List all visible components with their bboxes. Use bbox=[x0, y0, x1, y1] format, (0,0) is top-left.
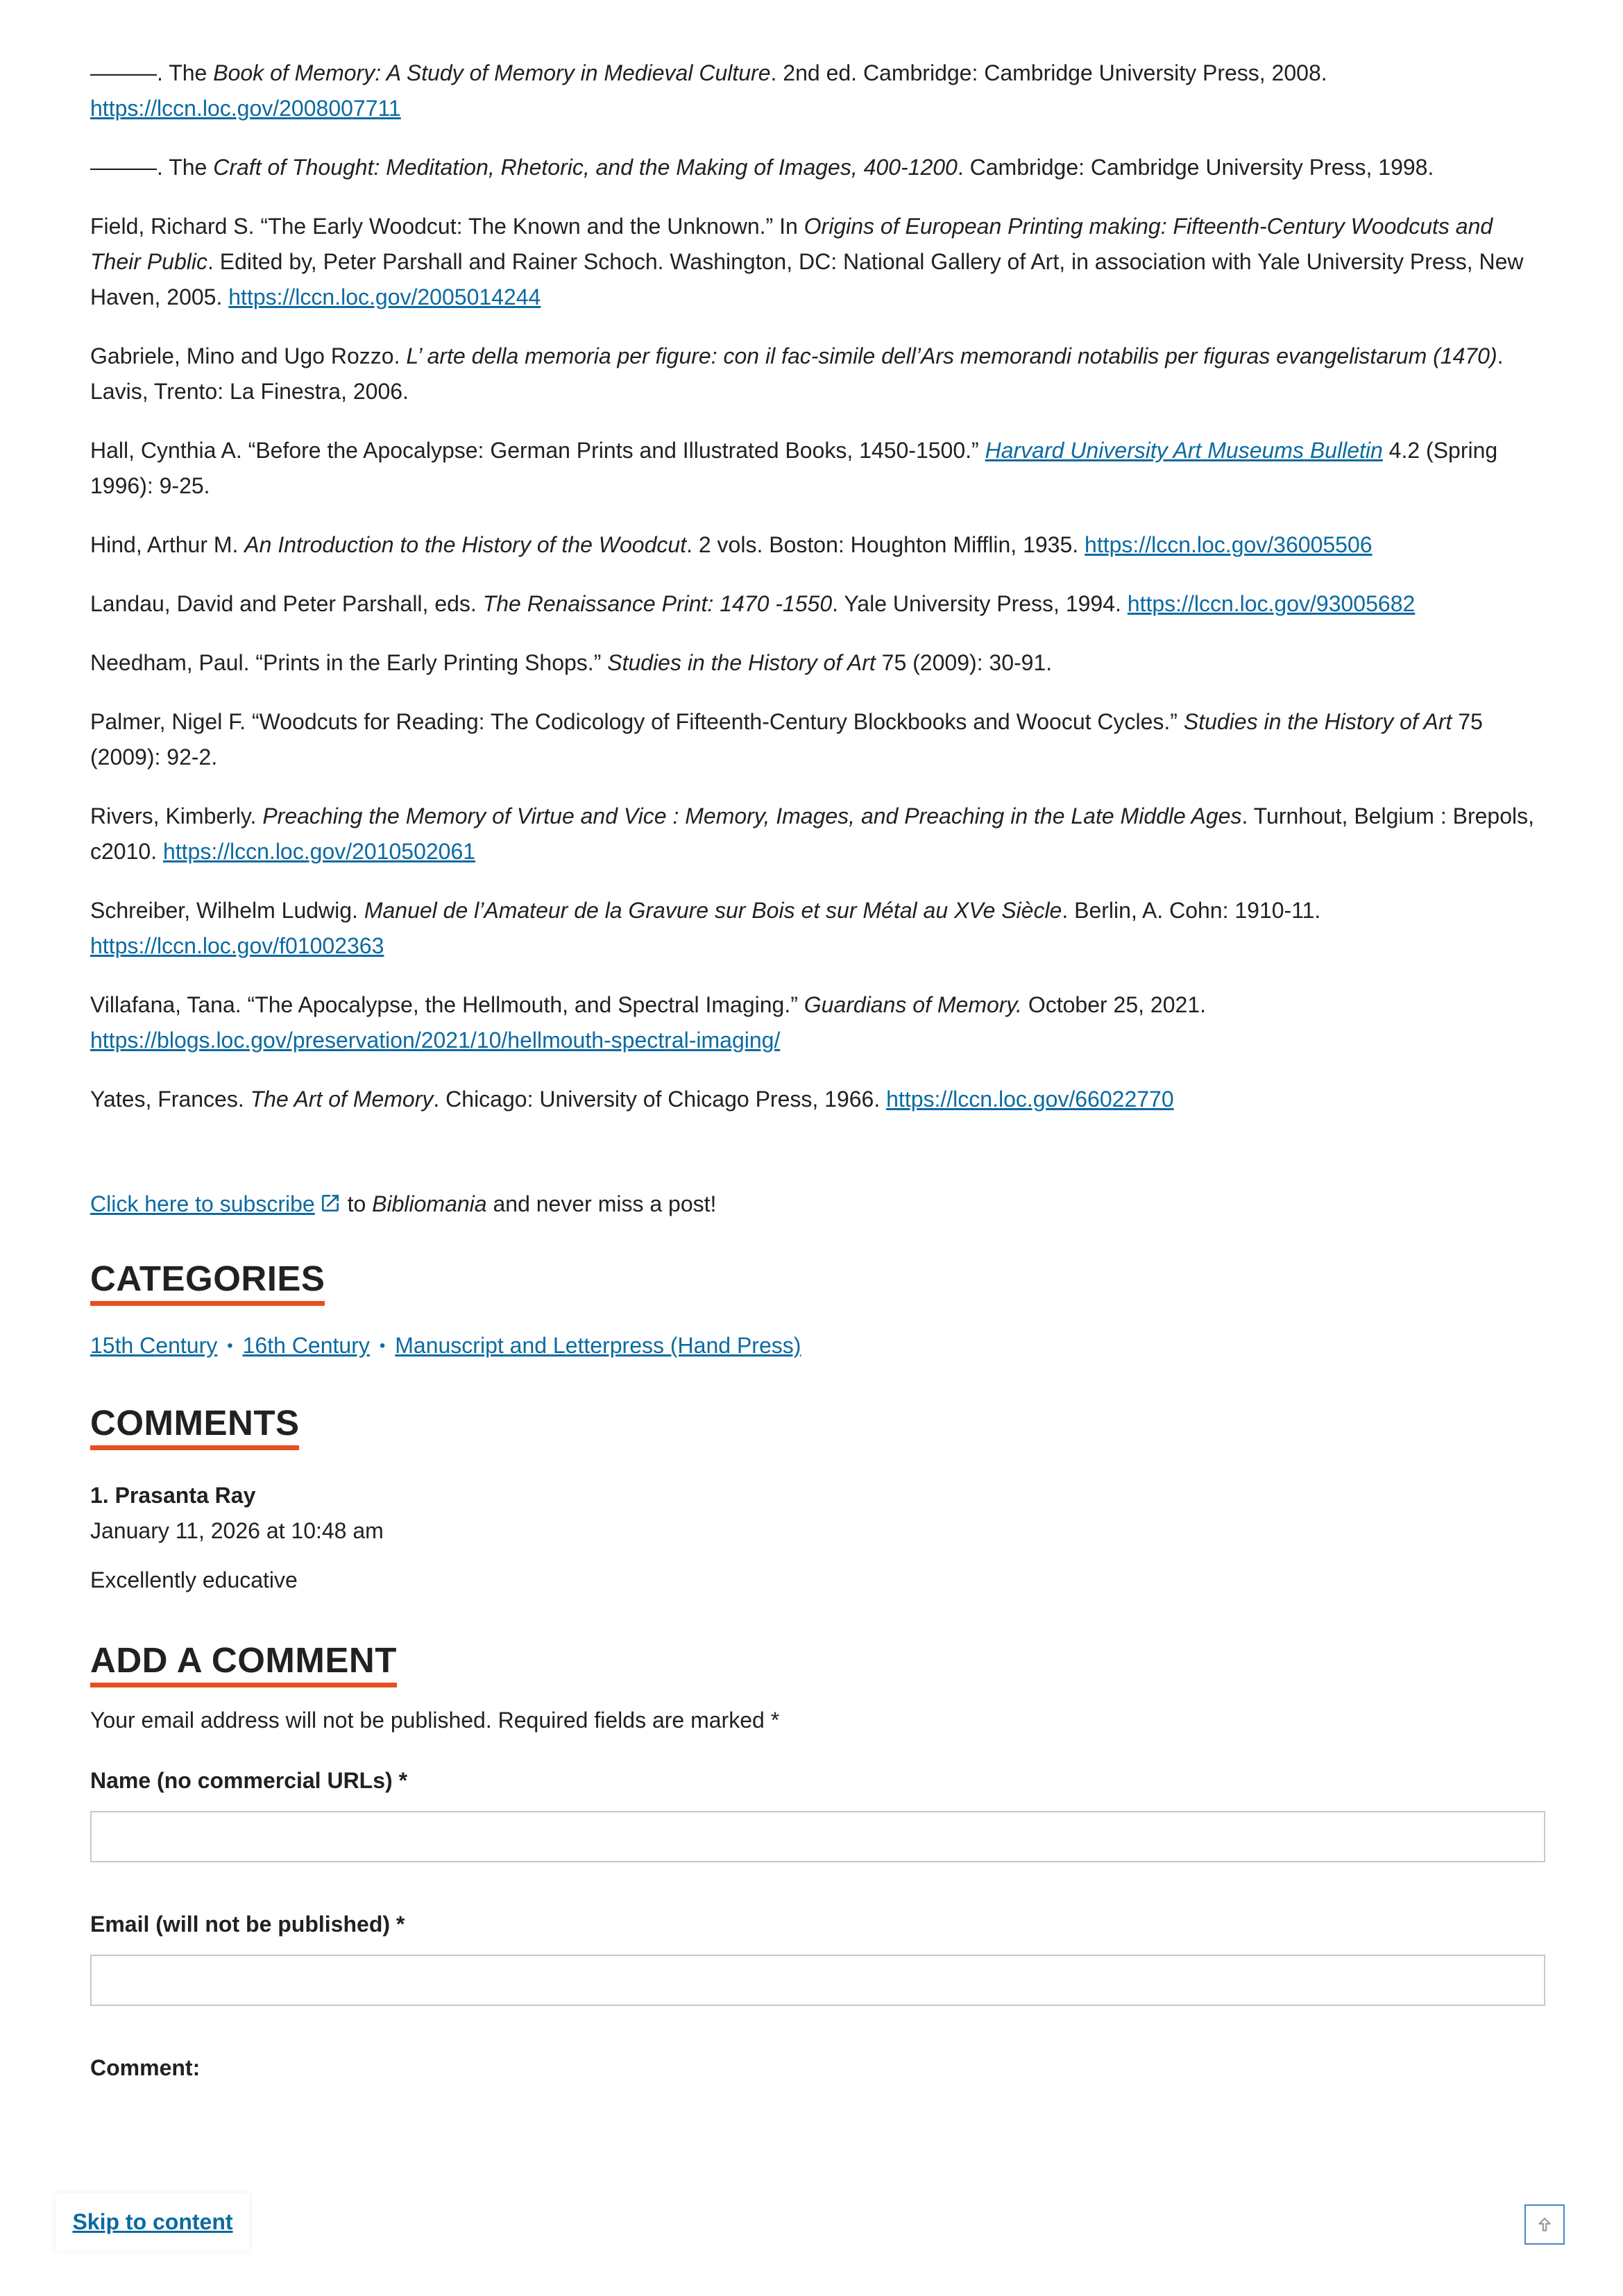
comment-author: 1. Prasanta Ray bbox=[90, 1483, 256, 1508]
reference-text: Villafana, Tana. “The Apocalypse, the Hellmouth, and Spectral Imaging.” bbox=[90, 992, 804, 1017]
reference-title: Studies in the History of Art bbox=[607, 650, 876, 675]
back-to-top-button[interactable] bbox=[1524, 2204, 1565, 2245]
reference-title: Book of Memory: A Study of Memory in Medieval Culture bbox=[213, 60, 771, 85]
subscribe-tail-text: and never miss a post! bbox=[486, 1191, 717, 1216]
subscribe-line bbox=[90, 1187, 1547, 1222]
email-field[interactable] bbox=[90, 1955, 1545, 2006]
reference-item bbox=[90, 987, 1547, 1058]
email-label: Email (will not be published) * bbox=[90, 1912, 405, 1937]
reference-text: Hind, Arthur M. bbox=[90, 532, 245, 557]
reference-item bbox=[90, 645, 1547, 681]
subscribe-link-label: Click here to subscribe bbox=[90, 1191, 315, 1216]
skip-to-content-link[interactable] bbox=[56, 2193, 250, 2251]
reference-text: Rivers, Kimberly. bbox=[90, 803, 263, 828]
subscribe-link[interactable] bbox=[90, 1191, 315, 1216]
reference-text: ———. The bbox=[90, 60, 214, 85]
reference-text: . Edited by, Peter Parshall and Rainer Schoch. Washington, DC: National Gallery of Art, in association with Yale University Press, New Haven, 2005. bbox=[90, 249, 1524, 309]
comment-text: Excellently educative bbox=[90, 1567, 298, 1592]
reference-text: . 2 vols. Boston: Houghton Mifflin, 1935. bbox=[686, 532, 1085, 557]
reference-title: Preaching the Memory of Virtue and Vice : Memory, Images, and Preaching in the Late Middle Ages bbox=[262, 803, 1242, 828]
reference-text: Gabriele, Mino and Ugo Rozzo. bbox=[90, 343, 407, 368]
comment-item bbox=[90, 1478, 1547, 1598]
reference-link[interactable]: https://lccn.loc.gov/2005014244 bbox=[228, 284, 541, 309]
reference-item bbox=[90, 586, 1547, 622]
reference-item bbox=[90, 56, 1547, 126]
reference-text: . Turnhout, Belgium : Brepols, c2010. bbox=[90, 803, 1534, 864]
reference-item bbox=[90, 704, 1547, 775]
reference-link[interactable]: https://lccn.loc.gov/2010502061 bbox=[162, 839, 476, 864]
categories-list bbox=[90, 1328, 1547, 1363]
reference-title: An Introduction to the History of the Woodcut bbox=[244, 532, 687, 557]
references-list bbox=[90, 56, 1547, 1117]
subscribe-mid-text: to bbox=[341, 1191, 373, 1216]
reference-text: Hall, Cynthia A. “Before the Apocalypse: German Prints and Illustrated Books, 1450-1500.” bbox=[90, 438, 985, 463]
categories-heading: CATEGORIES bbox=[90, 1258, 325, 1306]
reference-text: 75 (2009): 30-91. bbox=[875, 650, 1053, 675]
reference-text: . Yale University Press, 1994. bbox=[832, 591, 1128, 616]
reference-link[interactable]: https://lccn.loc.gov/36005506 bbox=[1085, 532, 1373, 557]
reference-text: . Lavis, Trento: La Finestra, 2006. bbox=[90, 343, 1504, 404]
reference-text: Landau, David and Peter Parshall, eds. bbox=[90, 591, 483, 616]
arrow-up-icon bbox=[1536, 2216, 1554, 2234]
reference-link[interactable]: https://lccn.loc.gov/f01002363 bbox=[90, 933, 384, 958]
reference-title: Studies in the History of Art bbox=[1183, 709, 1452, 734]
reference-text: 75 (2009): 92-2. bbox=[90, 709, 1483, 769]
reference-text: . Chicago: University of Chicago Press, 1966. bbox=[433, 1087, 887, 1112]
reference-text: Yates, Frances. bbox=[90, 1087, 250, 1112]
reference-title: The Art of Memory bbox=[250, 1087, 434, 1112]
required-fields-notice: Your email address will not be published. Required fields are marked * bbox=[90, 1708, 780, 1733]
category-link[interactable]: 15th Century bbox=[90, 1333, 218, 1358]
name-field[interactable] bbox=[90, 1811, 1545, 1862]
reference-title: Manuel de l’Amateur de la Gravure sur Bois et sur Métal au XVe Siècle bbox=[364, 898, 1062, 923]
reference-item bbox=[90, 1082, 1547, 1117]
reference-text: Field, Richard S. “The Early Woodcut: The Known and the Unknown.” In bbox=[90, 214, 804, 239]
reference-text: . Cambridge: Cambridge University Press, 1998. bbox=[957, 155, 1434, 180]
reference-link[interactable]: https://lccn.loc.gov/2008007711 bbox=[90, 96, 401, 121]
reference-item bbox=[90, 893, 1547, 964]
category-link[interactable]: 16th Century bbox=[242, 1333, 370, 1358]
reference-text: Needham, Paul. “Prints in the Early Printing Shops.” bbox=[90, 650, 608, 675]
article-content bbox=[90, 56, 1547, 2086]
reference-item bbox=[90, 433, 1547, 504]
reference-text: Schreiber, Wilhelm Ludwig. bbox=[90, 898, 364, 923]
reference-item bbox=[90, 209, 1547, 315]
reference-link[interactable]: https://lccn.loc.gov/66022770 bbox=[886, 1087, 1174, 1112]
skip-to-content-label: Skip to content bbox=[72, 2209, 233, 2234]
reference-link[interactable]: https://blogs.loc.gov/preservation/2021/10/hellmouth-spectral-imaging/ bbox=[90, 1028, 781, 1053]
reference-title: Origins of European Printing making: Fifteenth-Century Woodcuts and Their Public bbox=[90, 214, 1493, 274]
category-link[interactable]: Manuscript and Letterpress (Hand Press) bbox=[395, 1333, 801, 1358]
category-separator: • bbox=[379, 1336, 386, 1355]
reference-text: . 2nd ed. Cambridge: Cambridge University Press, 2008. bbox=[770, 60, 1327, 85]
external-link-icon[interactable] bbox=[319, 1192, 341, 1214]
reference-text: 4.2 (Spring 1996): 9-25. bbox=[90, 438, 1498, 498]
reference-text: Palmer, Nigel F. “Woodcuts for Reading: The Codicology of Fifteenth-Century Blockbooks and Woocut Cycles.” bbox=[90, 709, 1184, 734]
reference-item bbox=[90, 799, 1547, 869]
reference-item bbox=[90, 527, 1547, 563]
comment-label: Comment: bbox=[90, 2055, 201, 2080]
reference-text: . Berlin, A. Cohn: 1910-11. bbox=[1062, 898, 1321, 923]
reference-link[interactable]: https://lccn.loc.gov/93005682 bbox=[1127, 591, 1416, 616]
comment-date: January 11, 2026 at 10:48 am bbox=[90, 1518, 384, 1543]
category-separator: • bbox=[227, 1336, 233, 1355]
reference-title: L’ arte della memoria per figure: con il fac-simile dell’Ars memorandi notabilis per figuras evangelistarum (1470) bbox=[406, 343, 1497, 368]
reference-journal-link[interactable]: Harvard University Art Museums Bulletin bbox=[985, 438, 1383, 463]
comments-section bbox=[90, 1402, 1547, 1598]
reference-item bbox=[90, 339, 1547, 409]
categories-section bbox=[90, 1258, 1547, 1363]
comments-heading: COMMENTS bbox=[90, 1402, 299, 1450]
reference-text: ———. The bbox=[90, 155, 214, 180]
add-comment-heading: ADD A COMMENT bbox=[90, 1640, 397, 1687]
name-label: Name (no commercial URLs) * bbox=[90, 1768, 408, 1793]
reference-title: Craft of Thought: Meditation, Rhetoric, and the Making of Images, 400-1200 bbox=[213, 155, 958, 180]
add-comment-section bbox=[90, 1640, 1547, 2086]
reference-item bbox=[90, 150, 1547, 185]
blog-name: Bibliomania bbox=[372, 1191, 487, 1216]
reference-title: Guardians of Memory. bbox=[804, 992, 1022, 1017]
reference-title: The Renaissance Print: 1470 -1550 bbox=[482, 591, 833, 616]
reference-text: October 25, 2021. bbox=[1021, 992, 1206, 1017]
